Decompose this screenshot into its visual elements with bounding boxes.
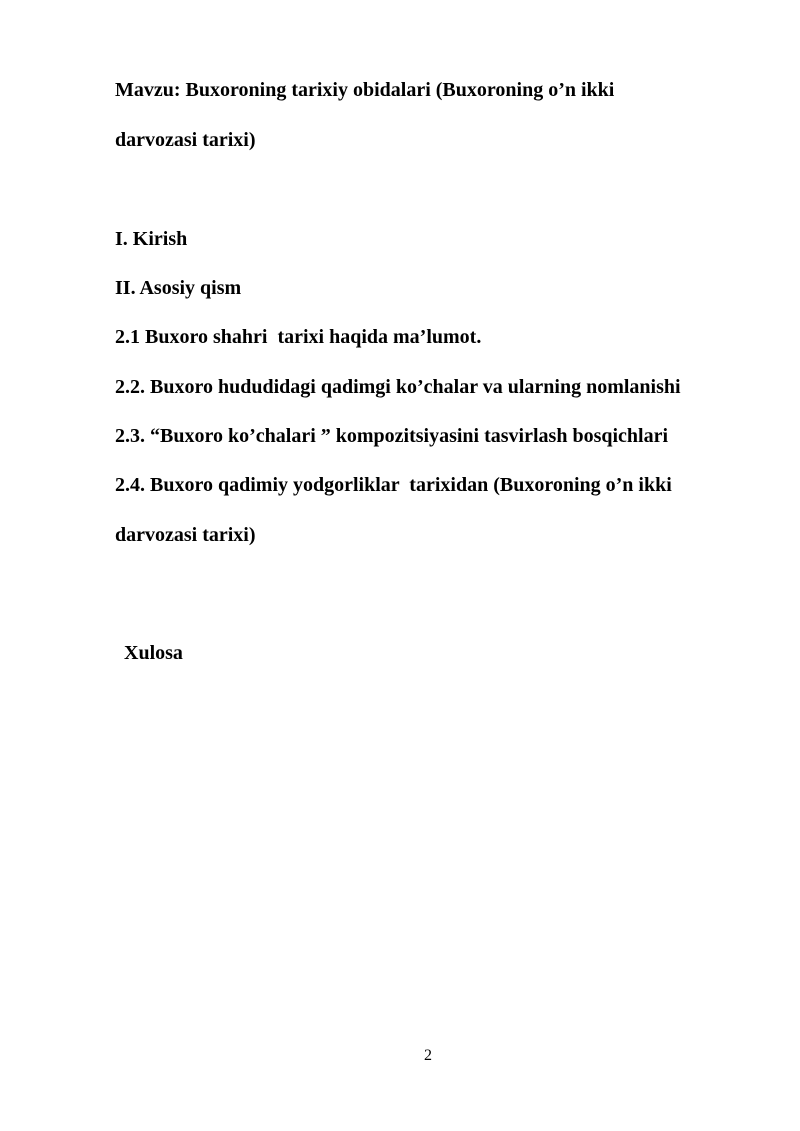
outline-item-2-1: 2.1 Buxoro shahri tarixi haqida ma’lumot. xyxy=(115,326,482,348)
outline-intro: I. Kirish xyxy=(115,228,188,250)
outline-item-2-4-line-2: darvozasi tarixi) xyxy=(115,524,256,546)
topic-title-line-1: Mavzu: Buxoroning tarixiy obidalari (Buxoroning o’n ikki xyxy=(115,79,615,101)
topic-title-line-2: darvozasi tarixi) xyxy=(115,129,256,151)
outline-item-2-3: 2.3. “Buxoro ko’chalari ” kompozitsiyasini tasvirlash bosqichlari xyxy=(115,425,669,447)
outline-conclusion: Xulosa xyxy=(124,642,183,664)
outline-item-2-4-line-1: 2.4. Buxoro qadimiy yodgorliklar tarixidan (Buxoroning o’n ikki xyxy=(115,474,672,496)
page-number: 2 xyxy=(424,1047,432,1064)
outline-item-2-2: 2.2. Buxoro hududidagi qadimgi ko’chalar va ularning nomlanishi xyxy=(115,376,681,398)
outline-main-part: II. Asosiy qism xyxy=(115,277,242,299)
